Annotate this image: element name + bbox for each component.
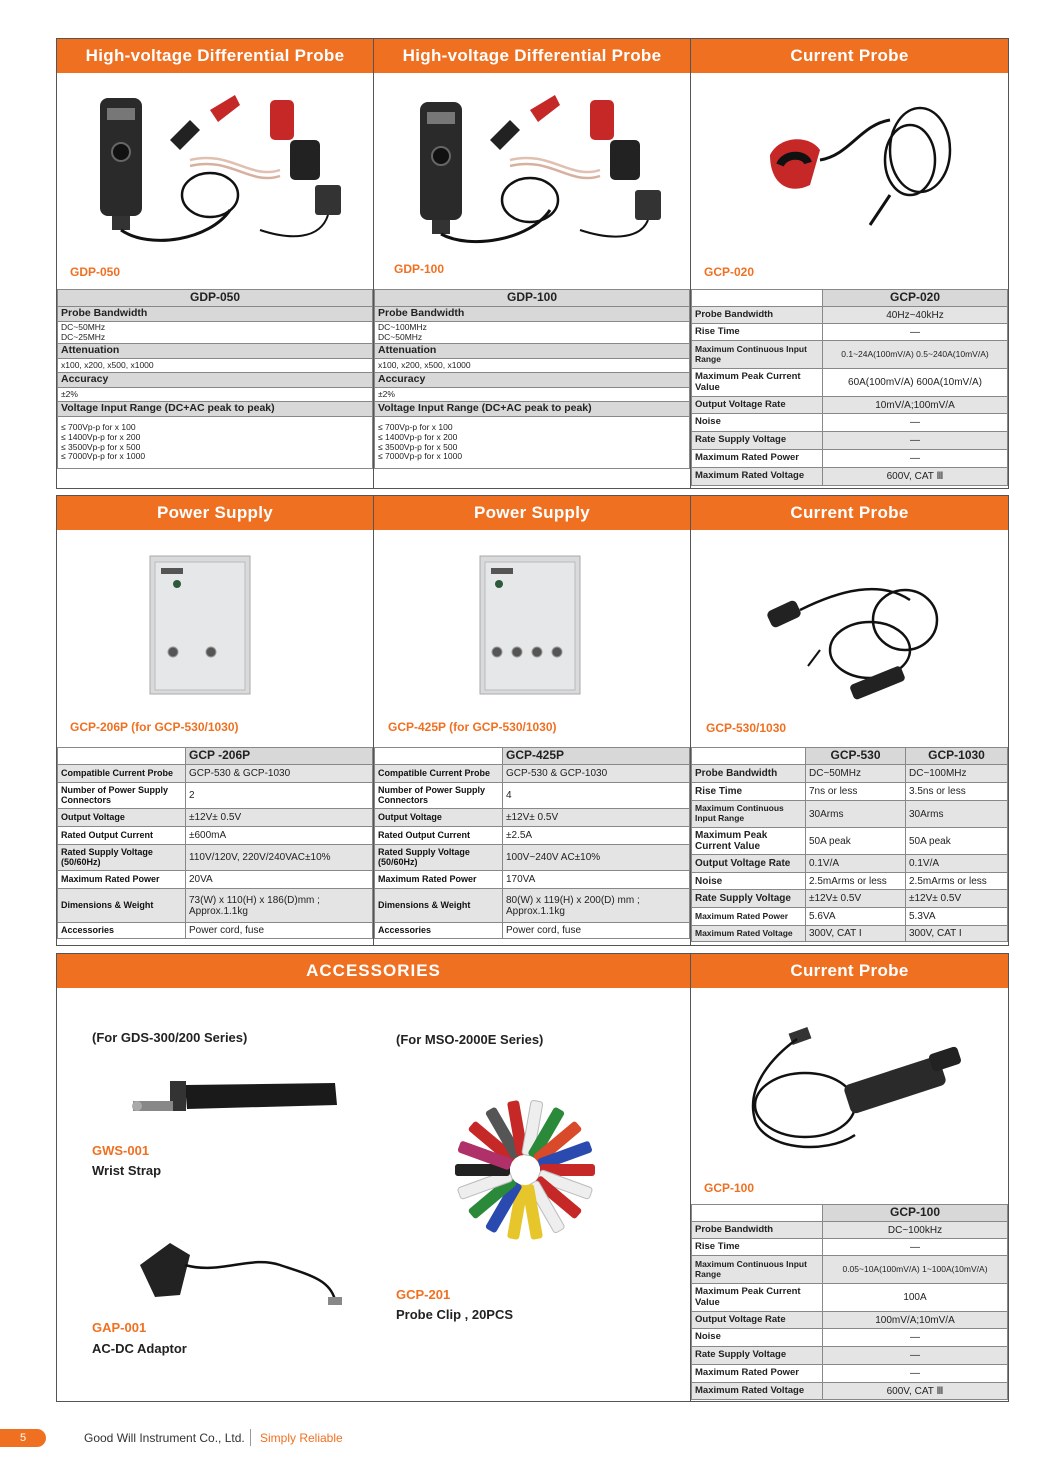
gdp-050-vir-label: Voltage Input Range (DC+AC peak to peak) (58, 402, 373, 417)
row1-header-1: High-voltage Differential Probe (57, 39, 373, 73)
gcp-530-row-label: Rise Time (692, 783, 806, 801)
gap-001-adaptor-image (130, 1225, 350, 1315)
gcp-530-row-label: Maximum Rated Voltage (692, 926, 806, 942)
gcp-020-row-value: — (823, 432, 1008, 450)
gws-001-desc: Wrist Strap (92, 1163, 162, 1178)
gcp-206p-model-header: GCP -206P (186, 748, 373, 765)
gdp-100-bw-label: Probe Bandwidth (375, 307, 690, 322)
gcp-020-clamp-image (750, 95, 970, 235)
gcp-206p-row-value: 2 (186, 783, 373, 809)
footer-divider (250, 1429, 251, 1446)
gcp-1030-model-header: GCP-1030 (906, 748, 1008, 765)
gcp-206p-row-label: Compatible Current Probe (58, 765, 186, 783)
gcp-530-row-value: 30Arms (806, 801, 906, 828)
gcp-530-row-label: Maximum Peak Current Value (692, 828, 806, 855)
gcp-100-probe-image (735, 1025, 975, 1165)
gcp-020-row-label: Maximum Rated Voltage (692, 468, 823, 486)
gcp-530-row-value: 7ns or less (806, 783, 906, 801)
gcp-020-row-label: Maximum Rated Power (692, 450, 823, 468)
gdp-100-vir-value-1: ≤ 700Vp-p for x 100 (378, 421, 453, 432)
gcp-425p-caption: GCP-425P (for GCP-530/1030) (388, 720, 557, 734)
gcp-100-row-value: — (823, 1329, 1008, 1347)
gdp-050-vir-value-4: ≤ 7000Vp-p for x 1000 (61, 451, 146, 462)
row2-header-1: Power Supply (57, 496, 373, 530)
gcp-425p-row-value: Power cord, fuse (503, 923, 690, 939)
gcp-020-row-label: Noise (692, 414, 823, 432)
gcp-020-model-header: GCP-020 (823, 290, 1008, 307)
gdp-100-probe-image (410, 90, 680, 250)
row2-header-2: Power Supply (374, 496, 690, 530)
row3-current-probe-header: Current Probe (691, 954, 1008, 988)
gdp-050-bw-value-2: DC~25MHz (61, 331, 106, 342)
gdp-050-att-value: x100, x200, x500, x1000 (58, 359, 373, 373)
gdp-100-vir-value-4: ≤ 7000Vp-p for x 1000 (378, 451, 463, 462)
gws-001-code: GWS-001 (92, 1143, 150, 1158)
gcp-100-row-value: 100A (823, 1284, 1008, 1312)
gcp-530-row-label: Probe Bandwidth (692, 765, 806, 783)
gcp-206p-row-value: ±600mA (186, 827, 373, 845)
gcp-020-row-value: 0.1~24A(100mV/A) 0.5~240A(10mV/A) (823, 341, 1008, 369)
gcp-206p-row-value: 110V/120V, 220V/240VAC±10% (186, 845, 373, 871)
gcp-100-row-value: — (823, 1239, 1008, 1256)
gcp-425p-row-label: Number of Power Supply Connectors (375, 783, 503, 809)
gcp-201-code: GCP-201 (396, 1287, 451, 1302)
gcp-100-row-label: Rise Time (692, 1239, 823, 1256)
gcp-100-row-value: — (823, 1347, 1008, 1365)
gdp-100-att-value: x100, x200, x500, x1000 (375, 359, 690, 373)
gcp-100-row-value: 600V, CAT Ⅲ (823, 1383, 1008, 1400)
gcp-100-row-label: Maximum Peak Current Value (692, 1284, 823, 1312)
gcp-530-row-label: Rate Supply Voltage (692, 890, 806, 908)
gcp-425p-row-label: Dimensions & Weight (375, 889, 503, 923)
gcp-206p-power-supply-image (145, 548, 255, 698)
gdp-050-probe-image (90, 90, 360, 250)
gcp-206p-caption: GCP-206P (for GCP-530/1030) (70, 720, 239, 734)
gcp-530-row-value: 50A peak (806, 828, 906, 855)
gcp-206p-row-label: Dimensions & Weight (58, 889, 186, 923)
gcp-020-row-value: 10mV/A;100mV/A (823, 397, 1008, 414)
gcp-530-row-label: Maximum Continuous Input Range (692, 801, 806, 828)
gcp-100-spec-table (691, 1204, 1008, 1400)
gcp-425p-model-header: GCP-425P (503, 748, 690, 765)
gdp-050-spec-table (57, 289, 373, 469)
gcp-100-row-label: Noise (692, 1329, 823, 1347)
gcp-530-row-value: 5.6VA (806, 908, 906, 926)
gcp-020-row-value: 40Hz~40kHz (823, 307, 1008, 324)
gdp-100-bw-value-1: DC~100MHz (378, 321, 427, 332)
gcp-530-row-value: 2.5mArms or less (806, 873, 906, 890)
gcp-425p-row-value: 4 (503, 783, 690, 809)
gcp-206p-row-value: ±12V± 0.5V (186, 809, 373, 827)
page-number: 5 (0, 1429, 46, 1447)
gcp-100-model-header: GCP-100 (823, 1205, 1008, 1222)
gcp-530-probe-image (760, 570, 950, 710)
gcp-020-row-value: — (823, 414, 1008, 432)
footer-company: Good Will Instrument Co., Ltd. (84, 1431, 245, 1445)
gcp-530-caption: GCP-530/1030 (706, 721, 787, 735)
gdp-050-att-label: Attenuation (58, 344, 373, 359)
gcp-425p-row-value: ±2.5A (503, 827, 690, 845)
gcp-020-row-label: Probe Bandwidth (692, 307, 823, 324)
gdp-100-att-label: Attenuation (375, 344, 690, 359)
gcp-100-row-label: Maximum Rated Voltage (692, 1383, 823, 1400)
gcp-020-row-value: 600V, CAT Ⅲ (823, 468, 1008, 486)
gcp-020-row-value: 60A(100mV/A) 600A(10mV/A) (823, 369, 1008, 397)
gcp-206p-row-value: 20VA (186, 871, 373, 889)
gcp-020-caption: GCP-020 (704, 265, 755, 279)
gds-series-label: (For GDS-300/200 Series) (92, 1030, 248, 1045)
gcp-020-row-value: — (823, 450, 1008, 468)
gcp-020-row-label: Rise Time (692, 324, 823, 341)
gcp-201-desc: Probe Clip , 20PCS (396, 1307, 514, 1322)
gdp-050-acc-label: Accuracy (58, 373, 373, 388)
gcp-425p-row-value: 80(W) x 119(H) x 200(D) mm ; Approx.1.1kg (503, 889, 690, 923)
gdp-050-acc-value: ±2% (58, 388, 373, 402)
footer-slogan: Simply Reliable (260, 1431, 343, 1445)
gcp-530-row-label: Maximum Rated Power (692, 908, 806, 926)
gcp-201-probe-clip-image (440, 1095, 610, 1245)
gdp-050-vir-value-2: ≤ 1400Vp-p for x 200 (61, 431, 141, 442)
gcp-020-row-label: Maximum Continuous Input Range (692, 341, 823, 369)
gap-001-desc: AC-DC Adaptor (92, 1341, 187, 1356)
gcp-1030-row-value: 0.1V/A (906, 855, 1008, 873)
gcp-100-row-label: Probe Bandwidth (692, 1222, 823, 1239)
gcp-1030-row-value: DC~100MHz (906, 765, 1008, 783)
gcp-206p-row-value: GCP-530 & GCP-1030 (186, 765, 373, 783)
gcp-100-row-value: 0.05~10A(100mV/A) 1~100A(10mV/A) (823, 1256, 1008, 1284)
gcp-206p-row-label: Number of Power Supply Connectors (58, 783, 186, 809)
gcp-206p-row-label: Accessories (58, 923, 186, 939)
gdp-100-model-header: GDP-100 (375, 290, 690, 307)
gcp-100-row-value: DC~100kHz (823, 1222, 1008, 1239)
row1-header-2: High-voltage Differential Probe (374, 39, 690, 73)
row2-header-3: Current Probe (691, 496, 1008, 530)
gcp-1030-row-value: 30Arms (906, 801, 1008, 828)
gcp-020-row-label: Maximum Peak Current Value (692, 369, 823, 397)
gcp-425p-row-label: Output Voltage (375, 809, 503, 827)
accessories-header: ACCESSORIES (57, 954, 690, 988)
gdp-100-bw-value-2: DC~50MHz (378, 331, 423, 342)
gdp-100-acc-value: ±2% (375, 388, 690, 402)
gcp-206p-row-label: Maximum Rated Power (58, 871, 186, 889)
gcp-020-row-value: — (823, 324, 1008, 341)
gcp-1030-row-value: 3.5ns or less (906, 783, 1008, 801)
gdp-050-bw-value-1: DC~50MHz (61, 321, 106, 332)
gcp-1030-row-value: 300V, CAT I (906, 926, 1008, 942)
gcp-206p-row-value: 73(W) x 110(H) x 186(D)mm ; Approx.1.1kg (186, 889, 373, 923)
gws-001-wrist-strap-image (125, 1075, 345, 1125)
gcp-100-row-value: 100mV/A;10mV/A (823, 1312, 1008, 1329)
row1-header-3: Current Probe (691, 39, 1008, 73)
gcp-100-row-label: Rate Supply Voltage (692, 1347, 823, 1365)
gdp-100-vir-label: Voltage Input Range (DC+AC peak to peak) (375, 402, 690, 417)
gcp-425p-row-label: Compatible Current Probe (375, 765, 503, 783)
gcp-100-row-label: Output Voltage Rate (692, 1312, 823, 1329)
gcp-530-row-value: 0.1V/A (806, 855, 906, 873)
gdp-050-vir-value-1: ≤ 700Vp-p for x 100 (61, 421, 136, 432)
gcp-530-row-label: Noise (692, 873, 806, 890)
gcp-100-row-label: Maximum Rated Power (692, 1365, 823, 1383)
gap-001-code: GAP-001 (92, 1320, 147, 1335)
gcp-530-row-value: ±12V± 0.5V (806, 890, 906, 908)
gcp-530-1030-spec-table (691, 747, 1008, 942)
gdp-100-caption: GDP-100 (394, 262, 445, 276)
gcp-1030-row-value: 2.5mArms or less (906, 873, 1008, 890)
gcp-206p-row-value: Power cord, fuse (186, 923, 373, 939)
gcp-425p-row-label: Rated Output Current (375, 827, 503, 845)
gcp-206p-row-label: Output Voltage (58, 809, 186, 827)
gcp-206p-row-label: Rated Output Current (58, 827, 186, 845)
gcp-530-model-header: GCP-530 (806, 748, 906, 765)
gcp-425p-row-value: ±12V± 0.5V (503, 809, 690, 827)
gcp-425p-spec-table (374, 747, 690, 939)
gcp-1030-row-value: 50A peak (906, 828, 1008, 855)
gdp-100-acc-label: Accuracy (375, 373, 690, 388)
gcp-1030-row-value: 5.3VA (906, 908, 1008, 926)
gcp-020-row-label: Output Voltage Rate (692, 397, 823, 414)
gcp-206p-spec-table (57, 747, 373, 939)
gcp-425p-row-label: Rated Supply Voltage (50/60Hz) (375, 845, 503, 871)
gcp-020-spec-table (691, 289, 1008, 486)
mso-series-label: (For MSO-2000E Series) (396, 1032, 544, 1047)
gcp-100-caption: GCP-100 (704, 1181, 755, 1195)
gdp-100-vir-value-3: ≤ 3500Vp-p for x 500 (378, 441, 458, 452)
gdp-050-model-header: GDP-050 (58, 290, 373, 307)
gcp-425p-row-label: Maximum Rated Power (375, 871, 503, 889)
gcp-425p-row-value: 100V~240V AC±10% (503, 845, 690, 871)
gcp-1030-row-value: ±12V± 0.5V (906, 890, 1008, 908)
gcp-206p-row-label: Rated Supply Voltage (50/60Hz) (58, 845, 186, 871)
gdp-050-vir-value-3: ≤ 3500Vp-p for x 500 (61, 441, 141, 452)
gcp-530-row-label: Output Voltage Rate (692, 855, 806, 873)
gdp-100-vir-value-2: ≤ 1400Vp-p for x 200 (378, 431, 458, 442)
gcp-425p-power-supply-image (475, 548, 585, 698)
gcp-100-row-value: — (823, 1365, 1008, 1383)
gcp-530-row-value: DC~50MHz (806, 765, 906, 783)
gcp-530-row-value: 300V, CAT I (806, 926, 906, 942)
gcp-425p-row-value: 170VA (503, 871, 690, 889)
gdp-050-bw-label: Probe Bandwidth (58, 307, 373, 322)
gcp-020-row-label: Rate Supply Voltage (692, 432, 823, 450)
gdp-050-caption: GDP-050 (70, 265, 121, 279)
gcp-425p-row-value: GCP-530 & GCP-1030 (503, 765, 690, 783)
gcp-425p-row-label: Accessories (375, 923, 503, 939)
gdp-100-spec-table (374, 289, 690, 469)
gcp-100-row-label: Maximum Continuous Input Range (692, 1256, 823, 1284)
